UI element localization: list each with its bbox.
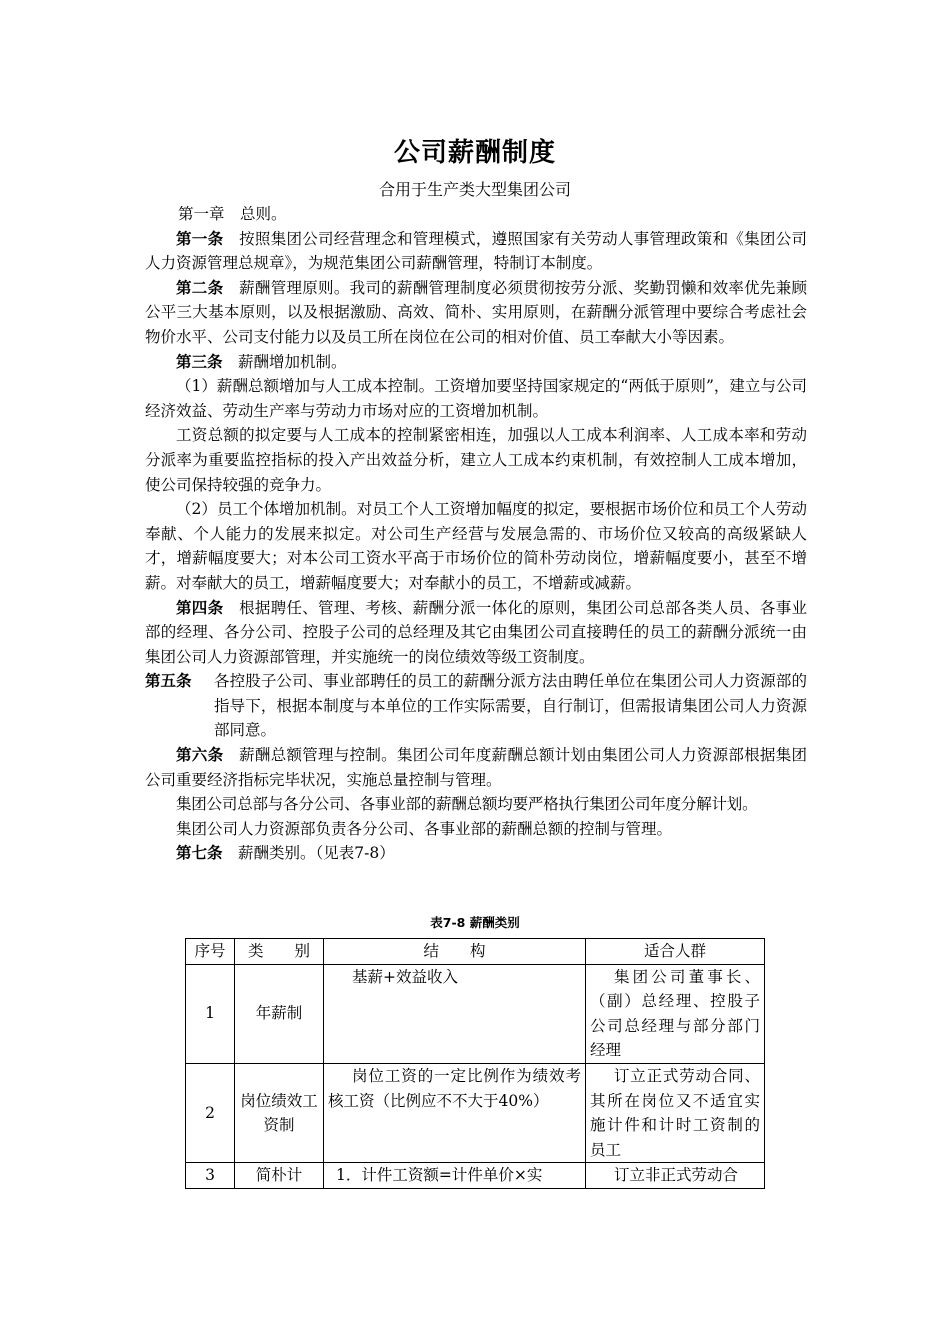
article-4 bbox=[145, 596, 807, 670]
table-header-row bbox=[186, 939, 765, 965]
article-6 bbox=[145, 743, 807, 792]
article-6-para-2: 集团公司人力资源部负责各分公司、各事业部的薪酬总额的控制与管理。 bbox=[176, 819, 673, 838]
article-label: 第二条 bbox=[176, 278, 224, 297]
cell-structure: 岗位工资的一定比例作为绩效考核工资（比例应不不大于40%） bbox=[324, 1063, 586, 1162]
salary-types-table bbox=[185, 938, 765, 1189]
article-text: 薪酬管理原则。我司的薪酬管理制度必须贯彻按劳分派、奖勤罚懒和效率优先兼顾公平三大基本原则，以及根据激励、高效、简朴、实用原则，在薪酬分派管理中要综合考虑社会物价水平、公司支付能力以及员工所在岗位在公司的相对价值、员工奉献大小等因素。 bbox=[145, 278, 807, 346]
cell-no: 3 bbox=[186, 1163, 235, 1189]
cell-applicable: 订立非正式劳动合 bbox=[586, 1163, 765, 1189]
cell-type: 简朴计 bbox=[235, 1163, 324, 1189]
cell-type: 年薪制 bbox=[235, 964, 324, 1063]
article-text: 薪酬类别。（见表7-8） bbox=[222, 844, 395, 863]
header-cell-type: 类 别 bbox=[235, 939, 324, 965]
cell-type: 岗位绩效工资制 bbox=[235, 1063, 324, 1162]
article-3-item-1: （1）薪酬总额增加与人工成本控制。工资增加要坚持国家规定的“两低于原则”，建立与公司经济效益、劳动生产率与劳动力市场对应的工资增加机制。 bbox=[145, 377, 807, 420]
article-6-para-1: 集团公司总部与各分公司、各事业部的薪酬总额均要严格执行集团公司年度分解计划。 bbox=[176, 795, 758, 814]
article-label: 第三条 bbox=[176, 352, 223, 371]
article-label: 第一条 bbox=[176, 229, 224, 248]
document-title: 公司薪酬制度 bbox=[393, 138, 556, 168]
header-cell-no: 序号 bbox=[186, 939, 235, 965]
article-1 bbox=[145, 227, 807, 276]
article-text: 薪酬增加机制。 bbox=[222, 352, 347, 371]
table-row bbox=[186, 1063, 765, 1162]
article-label: 第五条 bbox=[145, 672, 192, 691]
table-row bbox=[186, 964, 765, 1063]
article-label: 第六条 bbox=[176, 746, 224, 765]
table-caption: 表7-8 薪酬类别 bbox=[430, 915, 520, 930]
article-text: 根据聘任、管理、考核、薪酬分派一体化的原则，集团公司总部各类人员、各事业部的经理、各分公司、控股子公司的总经理及其它由集团公司直接聘任的员工的薪酬分派统一由集团公司人力资源部管理，并实施统一的岗位绩效等级工资制度。 bbox=[145, 598, 807, 666]
cell-structure: 基薪+效益收入 bbox=[324, 964, 586, 1063]
document-subtitle: 合用于生产类大型集团公司 bbox=[378, 180, 571, 199]
article-3-para: 工资总额的拟定要与人工成本的控制紧密相连，加强以人工成本利润率、人工成本率和劳动分派率为重要监控指标的投入产出效益分析，建立人工成本约束机制，有效控制人工成本增加，使公司保持较强的竞争力。 bbox=[145, 426, 807, 494]
cell-no: 1 bbox=[186, 964, 235, 1063]
cell-structure: 1．计件工资额=计件单价×实 bbox=[324, 1163, 586, 1189]
chapter-heading: 第一章 总则。 bbox=[178, 205, 287, 223]
cell-applicable: 订立正式劳动合同、其所在岗位又不适宜实施计件和计时工资制的员工 bbox=[586, 1063, 765, 1162]
header-cell-structure: 结 构 bbox=[324, 939, 586, 965]
article-text: 薪酬总额管理与控制。集团公司年度薪酬总额计划由集团公司人力资源部根据集团公司重要经济指标完毕状况，实施总量控制与管理。 bbox=[145, 746, 807, 789]
article-text: 按照集团公司经营理念和管理模式，遵照国家有关劳动人事管理政策和《集团公司人力资源管理总规章》，为规范集团公司薪酬管理，特制订本制度。 bbox=[145, 229, 807, 273]
article-3-item-2: （2）员工个体增加机制。对员工个人工资增加幅度的拟定，要根据市场价位和员工个人劳动奉献、个人能力的发展来拟定。对公司生产经营与发展急需的、市场价位又较高的高级紧缺人才，增薪幅度要大；对本公司工资水平高于市场价位的简朴劳动岗位，增薪幅度要小，甚至不增薪。对奉献大的员工，增薪幅度要大；对奉献小的员工，不增薪或减薪。 bbox=[145, 500, 807, 592]
cell-no: 2 bbox=[186, 1063, 235, 1162]
header-cell-applicable: 适合人群 bbox=[586, 939, 765, 965]
document-body bbox=[145, 202, 807, 866]
table-row bbox=[186, 1163, 765, 1189]
article-label: 第七条 bbox=[176, 844, 223, 863]
article-label: 第四条 bbox=[176, 598, 224, 617]
article-2 bbox=[145, 276, 807, 350]
article-3 bbox=[145, 350, 807, 375]
article-5 bbox=[145, 669, 807, 743]
article-7 bbox=[145, 841, 807, 866]
article-text: 各控股子公司、事业部聘任的员工的薪酬分派方法由聘任单位在集团公司人力资源部的指导下，根据本制度与本单位的工作实际需要，自行制订，但需报请集团公司人力资源部同意。 bbox=[214, 672, 807, 740]
cell-applicable: 集团公司董事长、（副）总经理、控股子公司总经理与部分部门经理 bbox=[586, 964, 765, 1063]
